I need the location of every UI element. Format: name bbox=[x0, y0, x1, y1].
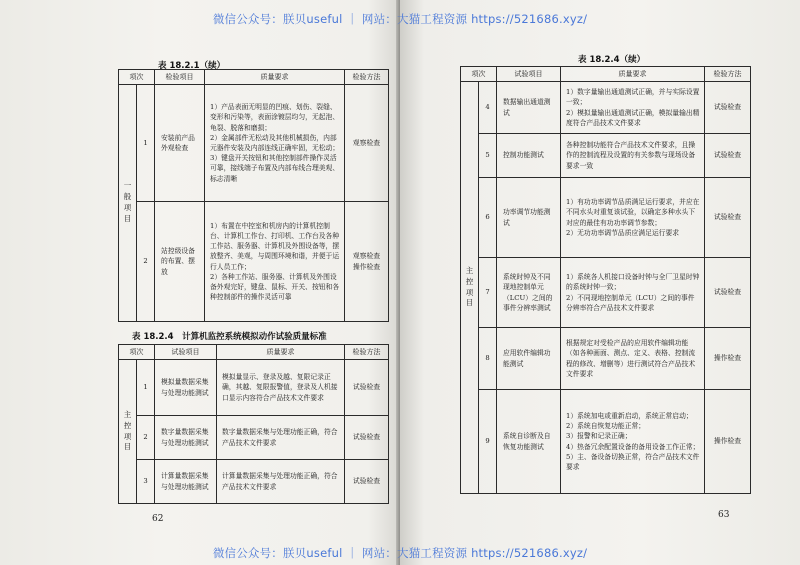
row-number: 1 bbox=[137, 360, 155, 416]
simulation-test-table-18-2-4-continued bbox=[460, 66, 751, 494]
requirement-cell bbox=[205, 202, 345, 322]
category-label: 一般项目 bbox=[123, 181, 132, 223]
requirement-line: 3）键盘开关按钮和其他控制部件操作灵活可靠，接线端子布置及内部布线合理美观、标志清晰 bbox=[210, 154, 340, 183]
item-cell: 模拟量数据采集与处理功能测试 bbox=[155, 360, 217, 416]
item-cell: 安装前产品外观检查 bbox=[155, 85, 205, 202]
requirement-cell bbox=[561, 258, 705, 328]
row-number: 2 bbox=[137, 416, 155, 460]
requirement-line: 5）主、备设备切换正常，符合产品技术文件要求 bbox=[566, 452, 700, 471]
col-header-item: 试验项目 bbox=[155, 345, 217, 360]
requirement-cell bbox=[561, 390, 705, 494]
table-caption: 表 18.2.4（续） bbox=[578, 55, 646, 65]
requirement-cell: 计算量数据采集与处理功能正确，符合产品技术文件要求 bbox=[217, 460, 345, 504]
table-row bbox=[461, 390, 751, 494]
table-caption: 表 18.2.1（续） bbox=[158, 61, 226, 71]
col-header-item: 试验项目 bbox=[497, 67, 561, 82]
requirement-line: 2）模拟量输出通道测试正确，模拟量输出精度符合产品技术文件要求 bbox=[566, 108, 700, 127]
table-row bbox=[461, 82, 751, 134]
item-cell: 计算量数据采集与处理功能测试 bbox=[155, 460, 217, 504]
table-row bbox=[119, 202, 389, 322]
requirement-line: 2）各种工作站、服务器、计算机及外围设备外观完好，键盘、鼠标、开关、按钮和各种控制部件的操作灵活可靠 bbox=[210, 272, 340, 302]
col-header-no: 项次 bbox=[461, 67, 497, 82]
col-header-requirement: 质量要求 bbox=[217, 345, 345, 360]
col-header-requirement: 质量要求 bbox=[205, 70, 345, 85]
requirement-cell: 各种控制功能符合产品技术文件要求，且操作的控制流程及设置的有关参数与现场设备要求一致 bbox=[561, 134, 705, 178]
category-label: 主控项目 bbox=[465, 265, 474, 308]
table-row bbox=[461, 134, 751, 178]
method-cell: 操作检查 bbox=[705, 390, 751, 494]
requirement-line: 4）热备冗余配置设备的备用设备工作正常； bbox=[566, 442, 700, 451]
requirement-cell bbox=[561, 82, 705, 134]
method-cell: 操作检查 bbox=[705, 328, 751, 390]
item-cell: 站控级设备的布置、摆放 bbox=[155, 202, 205, 322]
row-number: 2 bbox=[137, 202, 155, 322]
page-number: 62 bbox=[152, 514, 164, 524]
requirement-cell: 数字量数据采集与处理功能正确，符合产品技术文件要求 bbox=[217, 416, 345, 460]
requirement-line: 1）系统加电或重新启动，系统正常启动； bbox=[566, 411, 693, 420]
requirement-line: 2）不同现地控制单元（LCU）之间的事件分辨率符合产品技术文件要求 bbox=[566, 293, 695, 312]
method-cell: 试验检查 bbox=[705, 178, 751, 258]
table-row bbox=[461, 328, 751, 390]
watermark-top: 微信公众号：朕贝useful ｜ 网站：大猫工程资源 https://521686.xyz/ bbox=[212, 12, 588, 26]
method-cell: 试验检查 bbox=[345, 360, 389, 416]
row-number: 3 bbox=[137, 460, 155, 504]
method-cell: 试验检查 bbox=[705, 258, 751, 328]
item-cell: 系统自诊断及自恢复功能测试 bbox=[497, 390, 561, 494]
col-header-method: 检验方法 bbox=[705, 67, 751, 82]
table-row bbox=[119, 85, 389, 202]
item-cell: 功率调节功能测试 bbox=[497, 178, 561, 258]
requirement-line: 3）报警和记录正确； bbox=[566, 432, 632, 441]
method-cell: 试验检查 bbox=[345, 416, 389, 460]
row-number: 4 bbox=[479, 82, 497, 134]
method-cell: 试验检查 bbox=[705, 82, 751, 134]
row-number: 6 bbox=[479, 178, 497, 258]
requirement-line: 2）系统自恢复功能正常； bbox=[566, 422, 646, 431]
category-cell bbox=[119, 360, 137, 504]
requirement-cell: 模拟量显示、登录及越、复限记录正确，其越、复限报警值，登录及人机接口显示内容符合产品技术文件要求 bbox=[217, 360, 345, 416]
requirement-line: 1）布置在中控室和机房内的计算机控制台、计算机工作台、打印机、工作台及各种工作站、服务器、计算机及外围设备等，摆放整齐、美观，与周围环境和谐，并便于运行人员工作； bbox=[210, 221, 340, 271]
table-row bbox=[119, 416, 389, 460]
table-row bbox=[461, 258, 751, 328]
col-header-requirement: 质量要求 bbox=[561, 67, 705, 82]
requirement-line: 2）无功功率调节品质应满足运行要求 bbox=[566, 228, 680, 237]
row-number: 1 bbox=[137, 85, 155, 202]
requirement-cell bbox=[205, 85, 345, 202]
item-cell: 控制功能测试 bbox=[497, 134, 561, 178]
table-caption: 表 18.2.4 计算机监控系统模拟动作试验质量标准 bbox=[132, 332, 327, 342]
category-label: 主控项目 bbox=[123, 409, 132, 452]
col-header-no: 项次 bbox=[119, 70, 155, 85]
requirement-cell bbox=[561, 178, 705, 258]
right-page bbox=[400, 0, 800, 565]
simulation-test-table-18-2-4 bbox=[118, 344, 389, 504]
requirement-line: 2）金属部件无松动及其他机械损伤，内部元器件安装及内部连线正确牢固，无松动； bbox=[210, 133, 340, 152]
requirement-line: 1）产品表面无明显的凹痕、划伤、裂缝、变形和污染等，表面涂镀层均匀，无起泡、龟裂、脱落和磨损； bbox=[210, 103, 340, 132]
row-number: 7 bbox=[479, 258, 497, 328]
method-cell: 试验检查 bbox=[705, 134, 751, 178]
table-row bbox=[461, 178, 751, 258]
method-cell: 观察检查 bbox=[345, 85, 389, 202]
col-header-method: 检验方法 bbox=[345, 70, 389, 85]
col-header-method: 检验方法 bbox=[345, 345, 389, 360]
col-header-item: 检验项目 bbox=[155, 70, 205, 85]
item-cell: 数据输出通道测试 bbox=[497, 82, 561, 134]
page-number: 63 bbox=[718, 510, 730, 520]
quality-table-18-2-1 bbox=[118, 69, 389, 322]
requirement-line: 1）系统各人机接口设备时钟与全厂卫星时钟的系统时钟一致； bbox=[566, 273, 700, 292]
table-row bbox=[119, 360, 389, 416]
item-cell: 数字量数据采集与处理功能测试 bbox=[155, 416, 217, 460]
table-row bbox=[119, 460, 389, 504]
category-cell bbox=[119, 85, 137, 322]
method-cell: 试验检查 bbox=[345, 460, 389, 504]
requirement-cell: 根据规定对受检产品的应用软件编辑功能（如各种画面、测点、定义、表格、控制流程的修改、增删等）进行测试符合产品技术文件要求 bbox=[561, 328, 705, 390]
method-cell: 观察检查 操作检查 bbox=[345, 202, 389, 322]
col-header-no: 项次 bbox=[119, 345, 155, 360]
row-number: 5 bbox=[479, 134, 497, 178]
watermark-bottom: 微信公众号：朕贝useful ｜ 网站：大猫工程资源 https://521686.xyz/ bbox=[212, 546, 588, 560]
requirement-line: 1）有功功率调节品质满足运行要求，并应在不同水头对重复该试验，以确定多种水头下对应的最佳有功功率调节参数； bbox=[566, 198, 700, 227]
row-number: 8 bbox=[479, 328, 497, 390]
item-cell: 系统时钟及不同现地控制单元（LCU）之间的事件分辨率测试 bbox=[497, 258, 561, 328]
row-number: 9 bbox=[479, 390, 497, 494]
category-cell bbox=[461, 82, 479, 494]
item-cell: 应用软件编辑功能测试 bbox=[497, 328, 561, 390]
requirement-line: 1）数字量输出通道测试正确，并与实际设置一致； bbox=[566, 88, 700, 107]
